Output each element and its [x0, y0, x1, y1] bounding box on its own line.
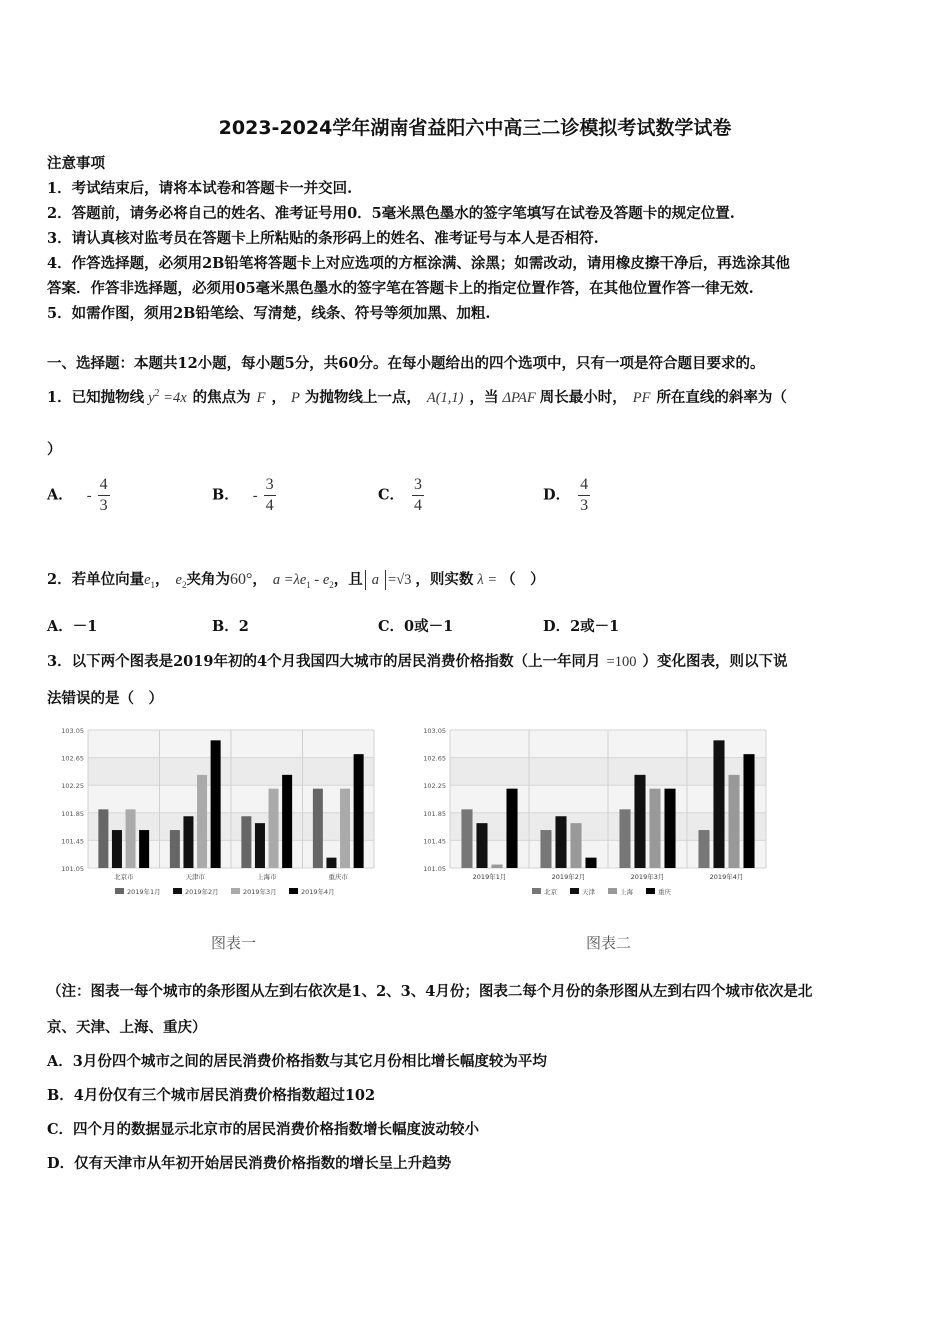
bar — [313, 789, 323, 868]
y-tick-label: 101.45 — [61, 837, 84, 846]
notice-item: 2．答题前，请务必将自己的姓名、准考证号用0．5毫米黑色墨水的签字笔填写在试卷及答题卡的规定位置. — [47, 205, 735, 222]
bar — [197, 775, 207, 868]
bar — [728, 775, 739, 868]
y-tick-label: 101.85 — [61, 809, 84, 818]
notice-item: 1．考试结束后，请将本试卷和答题卡一并交回. — [47, 180, 353, 197]
notice-heading: 注意事项 — [47, 155, 105, 172]
legend-swatch — [231, 888, 240, 894]
bar — [241, 816, 251, 868]
legend-swatch — [173, 888, 182, 894]
bar — [713, 740, 724, 868]
x-tick-label: 2019年3月 — [630, 873, 665, 881]
fraction: $\frac{4}{3}$ — [99, 476, 108, 514]
legend-swatch — [289, 888, 298, 894]
fraction: $\frac{3}{4}$ — [265, 476, 274, 514]
q3-option-d[interactable]: D．仅有天津市从年初开始居民消费价格指数的增长呈上升趋势 — [47, 1155, 452, 1172]
question-2: 2．若单位向量$e_1$， $e_2$夹角为60°， $a =\lambda e_1 - e_2$，且 a =√3 ，则实数 λ = （ ） — [47, 571, 545, 590]
legend-swatch — [646, 888, 655, 894]
legend-label: 2019年3月 — [243, 888, 277, 896]
legend-label: 2019年1月 — [127, 888, 161, 896]
y-tick-label: 102.65 — [423, 754, 446, 763]
q2-option-b[interactable]: B．2 — [212, 618, 249, 635]
bar — [649, 789, 660, 868]
bar — [476, 823, 487, 868]
legend-label: 2019年4月 — [301, 888, 335, 896]
bar — [634, 775, 645, 868]
fraction: $\frac{4}{3}$ — [580, 476, 589, 514]
notice-item: 5．如需作图，须用2B铅笔绘、写清楚，线条、符号等须加黑、加粗. — [47, 305, 491, 322]
legend-swatch — [115, 888, 124, 894]
bar — [506, 789, 517, 868]
legend-swatch — [570, 888, 579, 894]
bar — [570, 823, 581, 868]
x-tick-label: 北京市 — [114, 873, 134, 881]
y-tick-label: 102.25 — [423, 782, 446, 791]
x-tick-label: 重庆市 — [328, 873, 348, 881]
legend-label: 上海 — [620, 888, 633, 896]
question-1-close: ） — [47, 441, 62, 458]
legend-label: 北京 — [544, 888, 557, 896]
bar — [139, 830, 149, 868]
legend-label: 重庆 — [658, 888, 671, 896]
x-tick-label: 2019年4月 — [709, 873, 744, 881]
bar — [461, 809, 472, 868]
page-title: 2023-2024学年湖南省益阳六中高三二诊模拟考试数学试卷 — [218, 117, 732, 139]
y-tick-label: 103.05 — [61, 727, 84, 735]
q3-note: （注：图表一每个城市的条形图从左到右依次是1、2、3、4月份；图表二每个月份的条形图从左到右四个城市依次是北 — [47, 983, 813, 1000]
q1-option-c[interactable]: C． $\frac{3}{4}$ — [378, 476, 423, 514]
x-tick-label: 2019年1月 — [472, 873, 507, 881]
notice-item: 4．作答选择题，必须用2B铅笔将答题卡上对应选项的方框涂满、涂黑；如需改动，请用橡皮擦干净后，再选涂其他 — [47, 255, 790, 272]
y-tick-label: 103.05 — [423, 727, 446, 735]
chart-1-caption: 图表一 — [211, 934, 257, 952]
q2-option-a[interactable]: A．－1 — [47, 618, 98, 635]
question-3: 3．以下两个图表是2019年初的4个月我国四大城市的居民消费价格指数（上一年同月 =100 ）变化图表，则以下说 — [47, 653, 788, 670]
y-tick-label: 102.25 — [61, 782, 84, 791]
bar — [698, 830, 709, 868]
q3-option-b[interactable]: B．4月份仅有三个城市居民消费价格指数超过102 — [47, 1087, 376, 1104]
bar — [282, 775, 292, 868]
q3-option-a[interactable]: A．3月份四个城市之间的居民消费价格指数与其它月份相比增长幅度较为平均 — [47, 1053, 547, 1070]
legend-label: 2019年2月 — [185, 888, 219, 896]
notice-item: 3．请认真核对监考员在答题卡上所粘贴的条形码上的姓名、准考证号与本人是否相符. — [47, 230, 599, 247]
bar — [354, 754, 364, 868]
bar — [183, 816, 193, 868]
question-1: 1．已知抛物线 $y^2 =4x$ 的焦点为 F ， P 为抛物线上一点， A(1,1) ，当 ΔPAF 周长最小时， PF 所在直线的斜率为（ — [47, 388, 787, 406]
bar — [555, 816, 566, 868]
chart-2-caption: 图表二 — [586, 934, 632, 952]
bar — [326, 858, 336, 868]
bar — [98, 809, 108, 868]
x-tick-label: 上海市 — [257, 873, 277, 881]
bar — [269, 789, 279, 868]
legend-swatch — [532, 888, 541, 894]
legend-swatch — [608, 888, 617, 894]
bar — [340, 789, 350, 868]
bar — [491, 865, 502, 868]
q1-option-d[interactable]: D． $\frac{4}{3}$ — [543, 476, 589, 514]
q3-note-cont: 京、天津、上海、重庆） — [47, 1019, 207, 1036]
bar — [743, 754, 754, 868]
legend-label: 天津 — [582, 888, 595, 896]
notice-item: 答案．作答非选择题，必须用05毫米黑色墨水的签字笔在答题卡上的指定位置作答，在其他位置作答一律无效. — [47, 280, 754, 297]
y-tick-label: 101.05 — [61, 865, 84, 873]
y-tick-label: 101.05 — [423, 865, 446, 873]
bar — [619, 809, 630, 868]
math-y: y — [148, 390, 155, 406]
chart-1 — [50, 720, 380, 905]
y-tick-label: 102.65 — [61, 754, 84, 763]
y-tick-label: 101.45 — [423, 837, 446, 846]
bar — [170, 830, 180, 868]
bar — [211, 740, 221, 868]
q2-option-c[interactable]: C．0或－1 — [378, 618, 454, 635]
x-tick-label: 2019年2月 — [551, 873, 586, 881]
x-tick-label: 天津市 — [185, 873, 205, 881]
q1-option-a[interactable]: A． - $\frac{4}{3}$ — [47, 476, 108, 514]
chart-2 — [412, 720, 772, 905]
bar — [664, 789, 675, 868]
bar — [540, 830, 551, 868]
q1-option-b[interactable]: B． - $\frac{3}{4}$ — [212, 476, 274, 514]
bar — [126, 809, 136, 868]
bar — [585, 858, 596, 868]
y-tick-label: 101.85 — [423, 809, 446, 818]
q3-option-c[interactable]: C．四个月的数据显示北京市的居民消费价格指数增长幅度波动较小 — [47, 1121, 480, 1138]
question-3-cont: 法错误的是（ ） — [47, 690, 163, 707]
q2-option-d[interactable]: D．2或－1 — [543, 618, 620, 635]
fraction: $\frac{3}{4}$ — [414, 476, 423, 514]
bar — [112, 830, 122, 868]
bar — [255, 823, 265, 868]
section-heading: 一、选择题：本题共12小题，每小题5分，共60分。在每小题给出的四个选项中，只有一项是符合题目要求的。 — [47, 355, 765, 372]
